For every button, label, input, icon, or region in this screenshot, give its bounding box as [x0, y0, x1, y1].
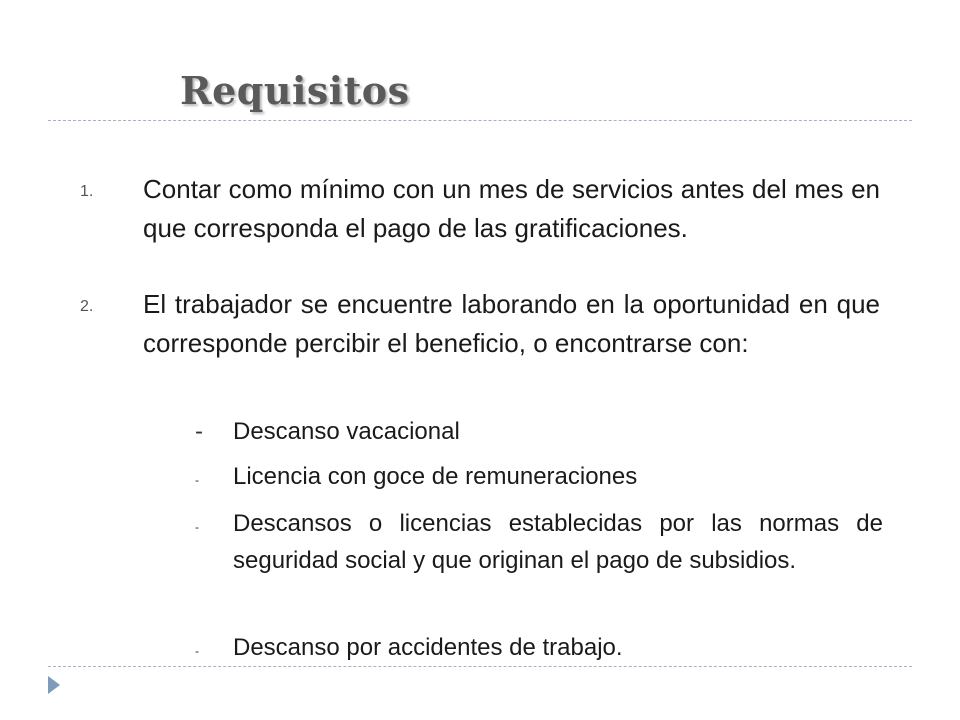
top-divider: [48, 120, 912, 121]
sub-item-text: Licencia con goce de remuneraciones: [233, 463, 638, 490]
item-text: Contar como mínimo con un mes de servicios antes del mes en que corresponda el pago de las gratificaciones.: [143, 174, 880, 243]
dash-marker: -: [195, 644, 199, 658]
sub-item-text: Descanso por accidentes de trabajo.: [233, 634, 623, 661]
slide-title: Requisitos: [180, 68, 410, 113]
item-number: 1.: [80, 183, 94, 200]
sub-item-descansos-licencias: [195, 505, 883, 579]
sub-item-accidentes: [195, 629, 883, 666]
numbered-item-2: [80, 285, 880, 363]
sub-item-licencia: [195, 458, 883, 495]
numbered-item-1: [80, 170, 880, 248]
item-text: El trabajador se encuentre laborando en la oportunidad en que corresponde percibir el beneficio, o encontrarse con:: [143, 289, 880, 358]
play-arrow-icon: [48, 676, 60, 694]
sub-item-text: Descansos o licencias establecidas por las normas de seguridad social y que originan el pago de subsidios.: [233, 510, 883, 574]
item-number: 2.: [80, 298, 94, 315]
dash-marker: -: [195, 520, 199, 534]
sub-item-text: Descanso vacacional: [233, 418, 460, 445]
sub-item-descanso-vacacional: [195, 413, 883, 450]
dash-marker: -: [195, 473, 199, 487]
bottom-divider: [48, 666, 912, 667]
dash-marker: -: [195, 418, 203, 445]
